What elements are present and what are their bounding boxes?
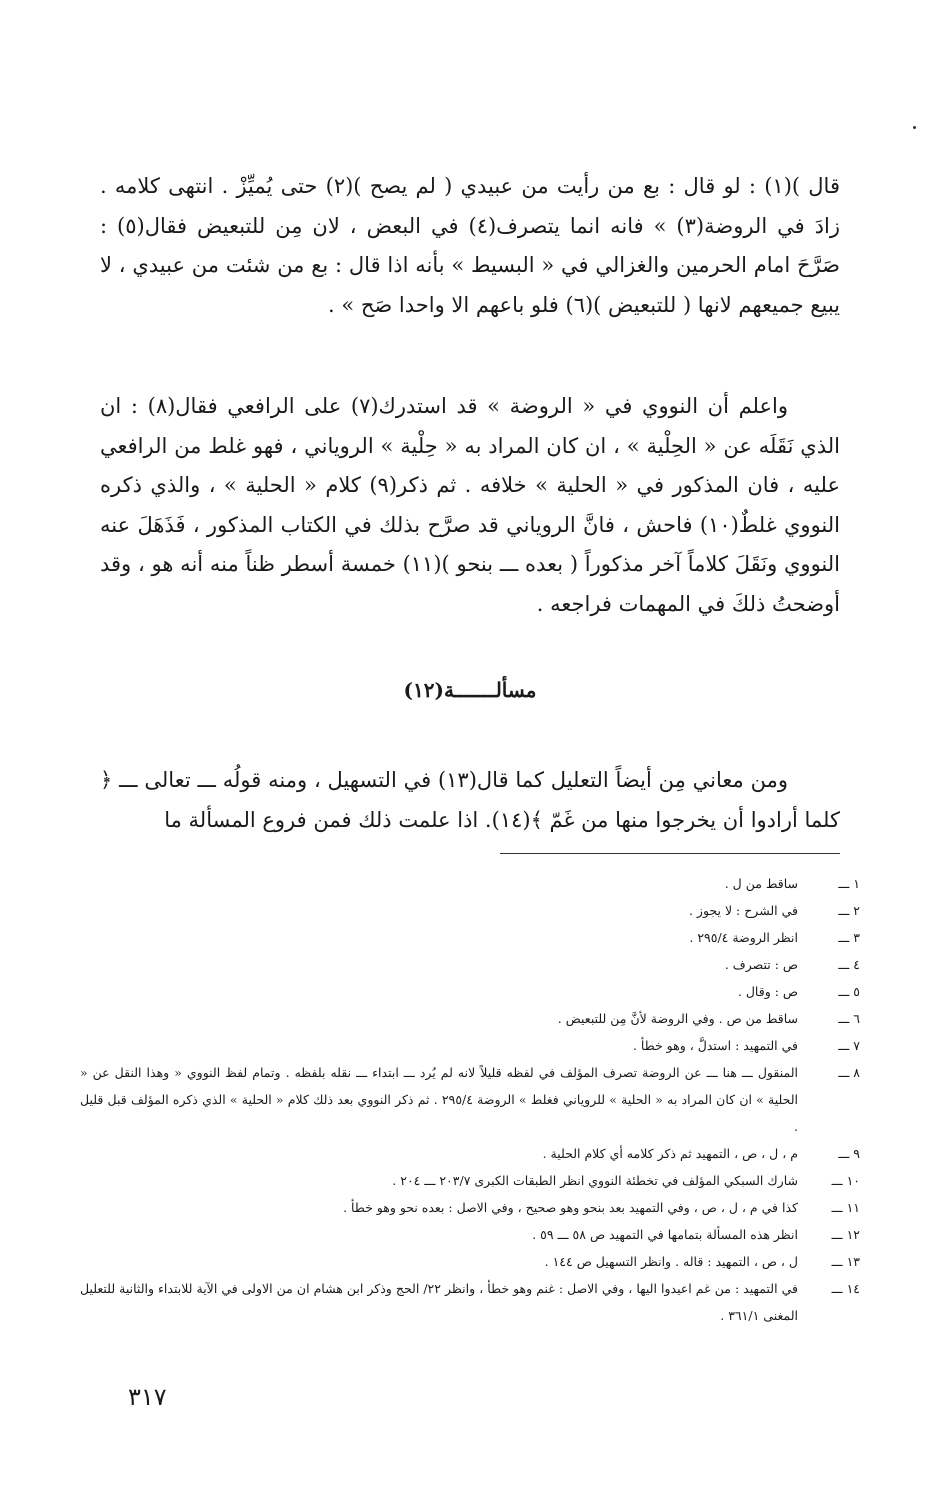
footnote <box>80 1248 860 1275</box>
footnote <box>80 1005 860 1032</box>
footnote-text: في التمهيد : استدلَّ ، وهو خطأ . <box>632 1038 798 1053</box>
footnote <box>80 924 860 951</box>
footnote-text: ساقط من ص . وفي الروضة لأنَّ مِن للتبعيض . <box>557 1011 798 1026</box>
footnotes <box>80 870 860 1329</box>
footnote-number: ٨ ـــ <box>838 1065 860 1080</box>
footnote-number: ٥ ـــ <box>838 984 860 999</box>
footnote-text: م ، ل ، ص ، التمهيد ثم ذكر كلامه أي كلام الحلية . <box>542 1146 798 1161</box>
footnote-number: ١١ ـــ <box>831 1200 860 1215</box>
footnote <box>80 951 860 978</box>
footnote <box>80 1032 860 1059</box>
footnote-text: في الشرح : لا يجوز . <box>688 903 798 918</box>
footnote-number: ٧ ـــ <box>838 1038 860 1053</box>
footnote-number: ١٠ ـــ <box>831 1173 860 1188</box>
body-paragraph: قال )(١) : لو قال : بع من رأيت من عبيدي ( لم يصح )(٢) حتى يُميِّزْ . انتهى كلامه . زادَ في الروضة(٣) » فانه انما يتصرف(٤) في البعض ، لان مِن للتبعيض فقال(٥) : صَرَّحَ امام الحرمين والغزالي في « البسيط » بأنه اذا قال : بع من شئت من عبيدي ، لا يبيع جميعهم لانها ( للتبعيض )(٦) فلو باعهم الا واحدا صَح » . <box>100 174 840 317</box>
footnote-number: ١٣ ـــ <box>831 1254 860 1269</box>
footnote-text: كذا في م ، ل ، ص ، وفي التمهيد بعد بنحو وهو صحيح ، وفي الاصل : بعده نحو وهو خطأ . <box>343 1200 798 1215</box>
footnote-number: ١٤ ـــ <box>831 1281 860 1296</box>
body-paragraph: واعلم أن النووي في « الروضة » قد استدرك(٧) على الرافعي فقال(٨) : ان الذي نَقَلَه عن « الحِلْية » ، ان كان المراد به « حِلْية » الروياني ، فهو غلط من الرافعي عليه ، فان المذكور في « الحلية » خلافه . ثم ذكر(٩) كلام « الحلية » ، والذي ذكره النووي غلطٌ(١٠) فاحش ، فانَّ الروياني قد صرَّح بذلك في الكتاب المذكور ، فَذَهَلَ عنه النووي ونَقَلَ كلاماً آخر مذكوراً ( بعده ـــ بنحو )(١١) خمسة أسطر ظناً منه أنه هو ، وقد أوضحتُ ذلكَ في المهمات فراجعه . <box>100 394 840 616</box>
footnote-text: انظر هذه المسألة بتمامها في التمهيد ص ٥٨ ـــ ٥٩ . <box>532 1227 798 1242</box>
footnote-text: انظر الروضة ٢٩٥/٤ . <box>689 930 798 945</box>
footnote-number: ١٢ ـــ <box>831 1227 860 1242</box>
footnote-number: ١ ـــ <box>838 876 860 891</box>
footnote <box>80 978 860 1005</box>
footnote-text: في التمهيد : من غم اعيدوا اليها ، وفي الاصل : غنم وهو خطأ ، وانظر ٢٢/ الحج وذكر ابن هشام ان من الاولى في الآية للابتداء والثانية للتعليل المغنى ٣٦١/١ . <box>80 1281 798 1323</box>
footnote-number: ٢ ـــ <box>838 903 860 918</box>
page-number: ٣١٧ <box>128 1383 167 1411</box>
footnote-number: ٩ ـــ <box>838 1146 860 1161</box>
footnote-number: ٣ ـــ <box>838 930 860 945</box>
footnote-text: ساقط من ل . <box>724 876 798 891</box>
footnote-text: شارك السبكي المؤلف في تخطئة النووي انظر الطبقات الكبرى ٢٠٣/٧ ـــ ٢٠٤ . <box>392 1173 798 1188</box>
footnote <box>80 1221 860 1248</box>
footnote-text: ص : وقال . <box>737 984 798 999</box>
footnote <box>80 1275 860 1329</box>
footnote-text: المنقول ـــ هنا ـــ عن الروضة تصرف المؤلف في لفظه قليلاً لانه لم يُرد ـــ ابتداء ـــ نقله بلفظه . وتمام لفظ النووي « وهذا النقل عن « الحلية » ان كان المراد به « الحلية » للروياني فغلط » الروضة ٢٩٥/٤ . ثم ذكر النووي بعد ذلك كلام « الحلية » الذي ذكره المؤلف قبل قليل . <box>80 1065 798 1134</box>
body-paragraph: ومن معاني مِن أيضاً التعليل كما قال(١٣) في التسهيل ، ومنه قولُه ـــ تعالى ـــ ﴿ كلما أرادوا أن يخرجوا منها من غَمّ ﴾(١٤). اذا علمت ذلك فمن فروع المسألة ما <box>100 768 840 832</box>
margin-mark <box>913 126 916 129</box>
footnote-number: ٦ ـــ <box>838 1011 860 1026</box>
footnote <box>80 1140 860 1167</box>
footnote <box>80 897 860 924</box>
footnote <box>80 870 860 897</box>
footnote-divider <box>500 853 840 854</box>
footnote-number: ٤ ـــ <box>838 957 860 972</box>
footnote-text: ص : تتصرف . <box>724 957 798 972</box>
footnote-text: ل ، ص ، التمهيد : قاله . وانظر التسهيل ص ١٤٤ . <box>544 1254 798 1269</box>
footnote <box>80 1194 860 1221</box>
footnote <box>80 1167 860 1194</box>
section-heading: مسألـــــــة(١٢) <box>403 678 537 702</box>
footnote <box>80 1059 860 1140</box>
